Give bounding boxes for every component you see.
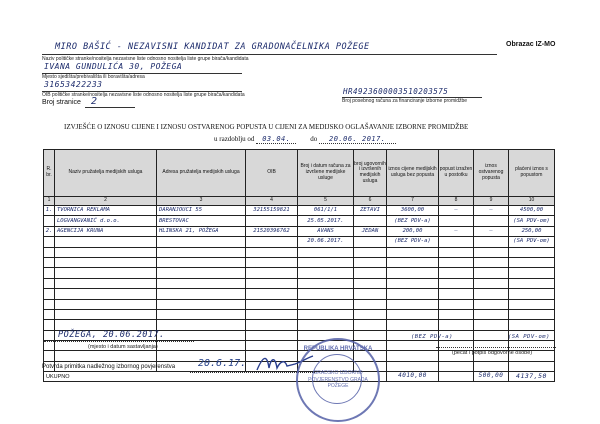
table-cell: [387, 216, 439, 226]
table-cell: [354, 289, 387, 299]
table-cell: [509, 247, 555, 257]
cell-value: 200,00: [402, 228, 423, 235]
table-cell: [55, 268, 157, 278]
place-date-line: [44, 341, 194, 342]
table-cell: [509, 361, 555, 371]
table-cell: [509, 289, 555, 299]
column-number-row: [44, 197, 555, 206]
signature-caption: (pečat i potpis odgovorne osobe): [452, 350, 533, 356]
total-paid: 4137,50: [516, 372, 547, 381]
table-cell: [439, 320, 474, 330]
table-cell: [354, 309, 387, 319]
total-price-note: (BEZ PDV-a): [411, 334, 453, 340]
table-cell: [509, 268, 555, 278]
cell-value: (BEZ PDV-a): [394, 217, 431, 224]
col-header: Adresa pružatelja medijskih usluga: [157, 150, 246, 197]
table-cell: [354, 268, 387, 278]
table-cell: [157, 226, 246, 236]
place-date-value: POŽEGA, 20.06.2017.: [58, 330, 165, 340]
table-cell: [298, 320, 354, 330]
col-header: popust izražen u postotku: [439, 150, 474, 197]
receipt-label: Potvrda primitka nadležnog izbornog povjerenstva: [42, 364, 176, 370]
table-cell: [298, 237, 354, 247]
table-row: [44, 320, 555, 330]
table-cell: [44, 299, 55, 309]
cell-value: 21520396762: [253, 228, 290, 235]
col-number: 4: [246, 197, 298, 206]
table-cell: [157, 206, 246, 216]
table-cell: [474, 226, 509, 236]
table-cell: [246, 257, 298, 267]
cell-value: ZETAVI: [360, 207, 380, 214]
cell-value: 20.06.2017.: [307, 238, 344, 245]
table-cell: [354, 226, 387, 236]
table-cell: [55, 309, 157, 319]
table-cell: [474, 278, 509, 288]
table-cell: [55, 278, 157, 288]
table-row: [44, 268, 555, 278]
table-cell: [354, 278, 387, 288]
table-cell: [439, 299, 474, 309]
pages-line: [85, 107, 135, 108]
table-cell: [387, 299, 439, 309]
party-name-caption: Naziv političke stranke/nositelja nezavisne liste odnosno nositelja liste grupe birača/kandidata: [42, 56, 249, 62]
table-cell: [298, 299, 354, 309]
address-value: IVANA GUNDULIĆA 30, POŽEGA: [44, 62, 183, 71]
cell-value: AGENCIJA KRUNA: [57, 228, 104, 235]
cell-value: 4500,00: [519, 207, 544, 214]
table-cell: [55, 237, 157, 247]
col-number: 10: [509, 197, 555, 206]
cell-value: HLINSKA 21, POŽEGA: [159, 228, 219, 235]
table-cell: [387, 351, 439, 361]
table-cell: [474, 247, 509, 257]
table-row: [44, 237, 555, 247]
table-cell: [157, 330, 246, 340]
table-cell: [354, 237, 387, 247]
place-date-caption: (mjesto i datum sastavljanja): [88, 344, 158, 350]
col-number: 8: [439, 197, 474, 206]
table-row: [44, 226, 555, 236]
party-name-value: MIRO BAŠIĆ - NEZAVISNI KANDIDAT ZA GRADONAČELNIKA POŽEGE: [55, 42, 370, 52]
receipt-value: 20.6.17.: [198, 358, 247, 369]
table-cell: [55, 351, 157, 361]
table-cell: [246, 237, 298, 247]
table-cell: [387, 289, 439, 299]
table-cell: [439, 206, 474, 216]
table-cell: [298, 257, 354, 267]
col-number: 1: [44, 197, 55, 206]
table-cell: [387, 361, 439, 371]
table-cell: [44, 309, 55, 319]
table-cell: [157, 216, 246, 226]
col-number: 2: [55, 197, 157, 206]
table-cell: [439, 247, 474, 257]
cell-value: 1.: [45, 207, 53, 214]
table-header-row: [44, 150, 555, 197]
table-cell: [55, 226, 157, 236]
table-cell: [298, 216, 354, 226]
table-cell: [246, 247, 298, 257]
table-cell: [354, 206, 387, 216]
col-number: 3: [157, 197, 246, 206]
table-cell: [157, 257, 246, 267]
table-cell: [298, 289, 354, 299]
table-cell: [55, 299, 157, 309]
pages-label: Broj stranice: [42, 99, 81, 106]
cell-value: 3600,00: [400, 207, 425, 214]
cell-value: DARANJOUCI 55: [159, 207, 203, 214]
table-row: [44, 299, 555, 309]
table-cell: [246, 320, 298, 330]
address-caption: Mjesto sjedišta/prebivališta ili boravišta/adresa: [42, 74, 145, 80]
table-cell: [246, 226, 298, 236]
table-cell: [354, 330, 387, 340]
table-cell: [509, 216, 555, 226]
table-cell: [354, 247, 387, 257]
table-cell: [157, 278, 246, 288]
table-cell: [157, 289, 246, 299]
table-cell: [439, 237, 474, 247]
table-cell: [387, 206, 439, 216]
table-cell: [298, 268, 354, 278]
cell-value: —: [489, 228, 493, 235]
account-value: HR4923600003510203575: [343, 87, 449, 96]
table-cell: [509, 320, 555, 330]
table-cell: [509, 309, 555, 319]
table-cell: [474, 330, 509, 340]
table-cell: [55, 320, 157, 330]
table-row: [44, 309, 555, 319]
cell-value: (SA PDV-om): [513, 238, 550, 245]
table-cell: [387, 309, 439, 319]
cell-value: BRESTOVAC: [159, 217, 189, 224]
table-cell: [44, 330, 55, 340]
table-cell: [157, 341, 246, 351]
col-header: iznos ostvarenog popusta: [474, 150, 509, 197]
form-code: Obrazac IZ-MO: [506, 41, 556, 48]
table-row: [44, 278, 555, 288]
table-row: [44, 216, 555, 226]
col-number: 9: [474, 197, 509, 206]
table-cell: [354, 216, 387, 226]
table-cell: [354, 257, 387, 267]
signature-line: [436, 347, 556, 348]
table-cell: [509, 206, 555, 216]
cell-value: TVORNICA REKLAMA: [57, 207, 110, 214]
col-header: R. br.: [44, 150, 55, 197]
party-name-line: [42, 54, 497, 55]
table-cell: [246, 330, 298, 340]
table-cell: [474, 257, 509, 267]
table-cell: [354, 299, 387, 309]
table-cell: [509, 226, 555, 236]
table-cell: [246, 309, 298, 319]
table-row: [44, 247, 555, 257]
table-cell: [246, 216, 298, 226]
report-title: IZVJEŠĆE O IZNOSU CIJENE I IZNOSU OSTVARENOG POPUSTA U CIJENI ZA MEDIJSKO OGLAŠAVANJE IZBORNE PROMIDŽBE: [64, 123, 469, 131]
table-cell: [55, 216, 157, 226]
table-cell: [474, 268, 509, 278]
cell-value: AVANS: [317, 228, 334, 235]
table-cell: [246, 278, 298, 288]
col-header: Broj i datum računa za izvršene medijske usluge: [298, 150, 354, 197]
col-header: iznos cijene medijskih usluga bez popusta: [387, 150, 439, 197]
cell-value: 32155159821: [253, 207, 290, 214]
total-paid-note: (SA PDV-om): [508, 334, 550, 340]
table-cell: [44, 226, 55, 236]
table-cell: [509, 278, 555, 288]
table-cell: [474, 299, 509, 309]
table-cell: [439, 216, 474, 226]
oib-value: 31653422233: [44, 80, 103, 89]
total-price-cell: [387, 372, 439, 382]
table-cell: [509, 237, 555, 247]
table-cell: [246, 268, 298, 278]
col-number: 5: [298, 197, 354, 206]
table-cell: [55, 257, 157, 267]
table-cell: [246, 341, 298, 351]
table-cell: [44, 257, 55, 267]
period-mid: do: [310, 135, 318, 143]
period-from: 03.04.: [256, 135, 296, 144]
oib-caption: OIB političke stranke/nositelja nezavisne liste odnosno nositelja liste grupe birača/kandidata: [42, 92, 245, 98]
total-paid-cell: [509, 372, 555, 382]
table-cell: [44, 289, 55, 299]
table-cell: [439, 309, 474, 319]
table-cell: [55, 247, 157, 257]
cell-value: (SA PDV-om): [513, 217, 550, 224]
col-header: plaćeni iznos s popustom: [509, 150, 555, 197]
table-cell: [387, 226, 439, 236]
cell-value: 061/1/1: [313, 207, 338, 214]
table-row: [44, 289, 555, 299]
cell-value: JEDAN: [361, 228, 379, 235]
col-number: 7: [387, 197, 439, 206]
table-cell: [157, 247, 246, 257]
cell-value: 2.: [45, 228, 53, 235]
cell-value: 25.05.2017.: [307, 217, 344, 224]
table-cell: [44, 237, 55, 247]
table-cell: [298, 226, 354, 236]
table-cell: [439, 257, 474, 267]
stamp-top-text: REPUBLIKA HRVATSKA: [303, 346, 373, 352]
total-percent-cell: [439, 372, 474, 382]
table-cell: [509, 257, 555, 267]
col-header: OIB: [246, 150, 298, 197]
table-cell: [474, 320, 509, 330]
table-cell: [387, 257, 439, 267]
period: [214, 135, 396, 143]
total-discount: 500,00: [478, 372, 504, 380]
col-number: 6: [354, 197, 387, 206]
table-cell: [44, 320, 55, 330]
table-cell: [44, 351, 55, 361]
table-cell: [354, 320, 387, 330]
col-header: broj ugovornih i izvršenih medijskih usluga: [354, 150, 387, 197]
table-cell: [387, 341, 439, 351]
table-cell: [387, 247, 439, 257]
stamp-core-text: GRADSKO IZBORNO POVJERENSTVO GRADA POŽEGE: [308, 370, 368, 389]
table-cell: [55, 206, 157, 216]
total-price: 4010,00: [398, 372, 427, 380]
table-cell: [474, 237, 509, 247]
table-row: [44, 257, 555, 267]
table-cell: [246, 289, 298, 299]
col-header: Naziv pružatelja medijskih usluga: [55, 150, 157, 197]
table-cell: [55, 289, 157, 299]
table-cell: [474, 289, 509, 299]
total-label: UKUPNO: [44, 372, 387, 382]
table-cell: [157, 268, 246, 278]
table-cell: [387, 268, 439, 278]
cell-value: —: [454, 207, 458, 214]
table-cell: [387, 278, 439, 288]
table-cell: [439, 226, 474, 236]
account-caption: Broj posebnog računa za financiranje izborne promidžbe: [342, 98, 468, 104]
table-cell: [474, 309, 509, 319]
table-cell: [474, 216, 509, 226]
table-cell: [246, 299, 298, 309]
table-cell: [298, 206, 354, 216]
table-cell: [44, 216, 55, 226]
table-cell: [157, 320, 246, 330]
table-cell: [439, 289, 474, 299]
table-cell: [509, 299, 555, 309]
table-cell: [157, 299, 246, 309]
period-prefix: u razdoblju od: [214, 135, 255, 143]
table-cell: [44, 268, 55, 278]
cell-value: 250,00: [521, 228, 542, 235]
table-cell: [387, 237, 439, 247]
table-cell: [44, 247, 55, 257]
official-stamp: [296, 338, 380, 422]
table-cell: [298, 278, 354, 288]
table-cell: [246, 206, 298, 216]
cell-value: (BEZ PDV-a): [394, 238, 431, 245]
period-to: 20.06. 2017.: [319, 135, 396, 144]
table-cell: [298, 247, 354, 257]
total-discount-cell: [474, 372, 509, 382]
table-cell: [44, 278, 55, 288]
table-row: [44, 206, 555, 216]
cell-value: LOGVANGVANIĆ d.o.o.: [57, 217, 120, 224]
cell-value: —: [454, 228, 458, 235]
pages-value: 2: [91, 96, 98, 107]
table-cell: [439, 361, 474, 371]
table-cell: [439, 278, 474, 288]
table-cell: [44, 341, 55, 351]
table-cell: [387, 320, 439, 330]
table-cell: [44, 206, 55, 216]
table-cell: [474, 206, 509, 216]
table-cell: [439, 268, 474, 278]
table-cell: [157, 237, 246, 247]
table-cell: [157, 309, 246, 319]
cell-value: —: [489, 207, 493, 214]
table-cell: [474, 361, 509, 371]
table-cell: [298, 309, 354, 319]
